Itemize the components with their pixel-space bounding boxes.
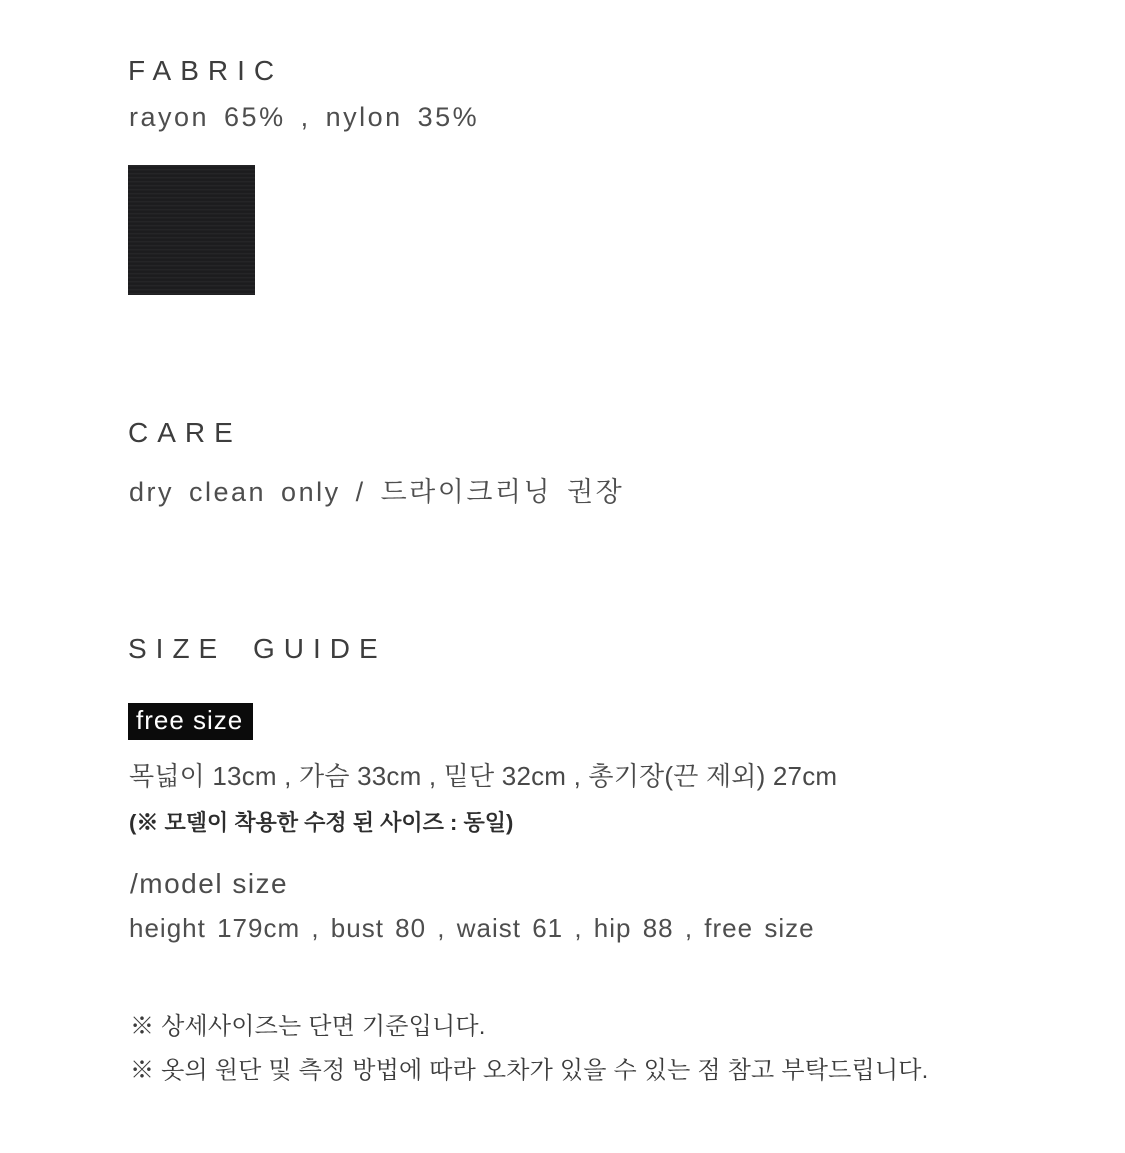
model-size-heading: /model size [130,868,289,899]
size-note-2: ※ 옷의 원단 및 측정 방법에 따라 오차가 있을 수 있는 점 참고 부탁드립니다. [130,1057,929,1084]
size-note-1: ※ 상세사이즈는 단면 기준입니다. [130,1013,486,1040]
fabric-swatch-image [128,165,255,295]
size-guide-heading: SIZE GUIDE [128,633,387,664]
garment-measurements: 목넓이 13cm , 가슴 33cm , 밑단 32cm , 총기장(끈 제외) 27cm [129,761,838,791]
care-heading: CARE [128,417,242,448]
model-stats: height 179cm , bust 80 , waist 61 , hip 88 , free size [129,913,815,943]
care-instructions: dry clean only / 드라이크리닝 권장 [129,477,625,507]
free-size-badge: free size [128,703,253,740]
fabric-heading: FABRIC [128,55,284,86]
model-fit-note: (※ 모델이 착용한 수정 된 사이즈 : 동일) [129,810,514,835]
fabric-composition: rayon 65% , nylon 35% [129,102,480,132]
